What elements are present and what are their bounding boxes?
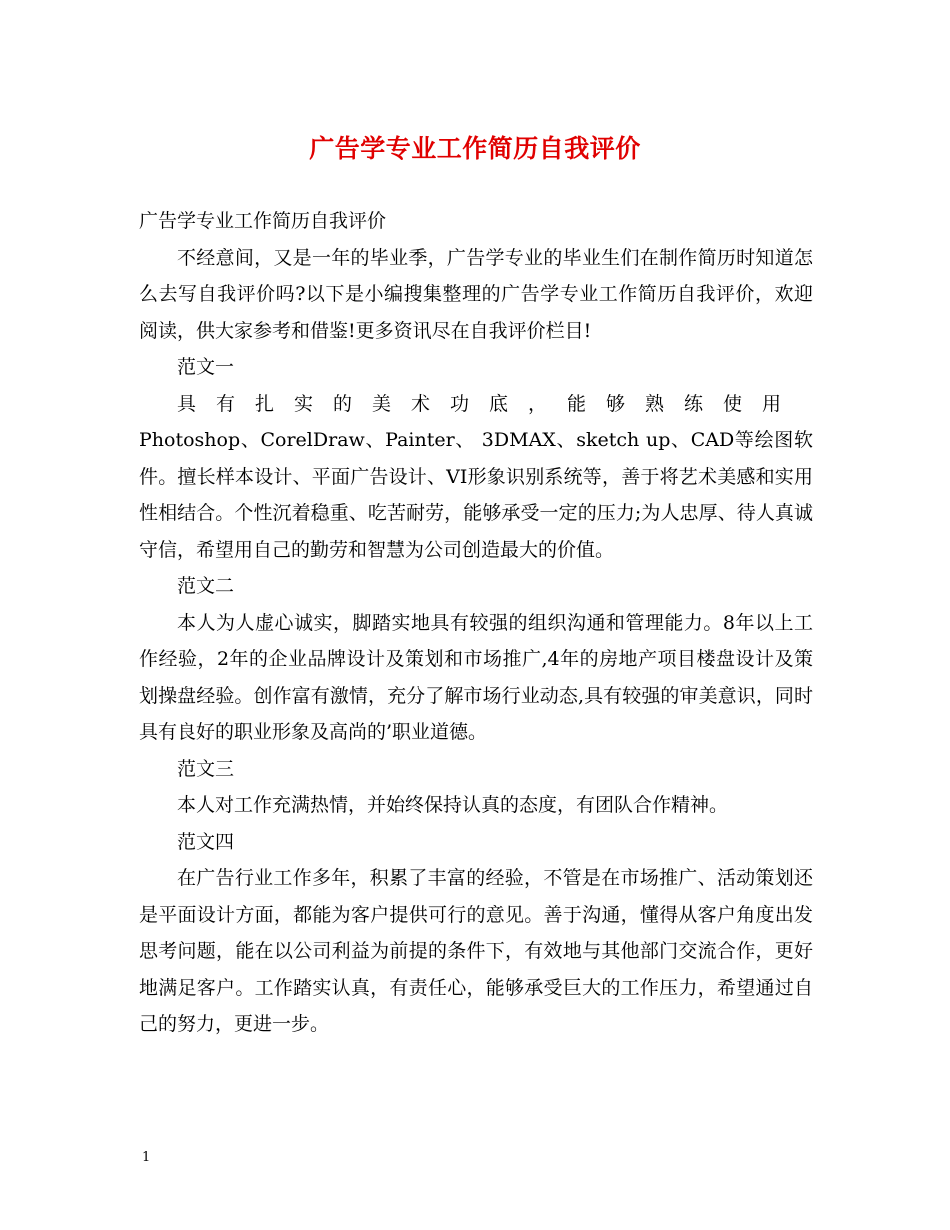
section-body-4: 在广告行业工作多年，积累了丰富的经验，不管是在市场推广、活动策划还是平面设计方面，都能为客户提供可行的意见。善于沟通，懂得从客户角度出发思考问题，能在以公司利益为前提的条件下，有效地与其他部门交流合作，更好地满足客户。工作踏实认真，有责任心，能够承受巨大的工作压力，希望通过自己的努力，更进一步。	[139, 867, 813, 1035]
page-number: 1	[142, 1150, 151, 1165]
section-lead-1	[139, 386, 813, 423]
section-heading-3: 范文三	[177, 757, 235, 780]
document-title: 广告学专业工作简历自我评价	[309, 134, 641, 163]
intro-paragraph: 不经意间，又是一年的毕业季，广告学专业的毕业生们在制作简历时知道怎么去写自我评价吗?以下是小编搜集整理的广告学专业工作简历自我评价，欢迎阅读，供大家参考和借鉴!更多资讯尽在自我评价栏目!	[139, 246, 813, 342]
document-subtitle: 广告学专业工作简历自我评价	[139, 210, 387, 232]
section-heading-4: 范文四	[177, 830, 235, 853]
section-body-2: 本人为人虚心诚实，脚踏实地具有较强的组织沟通和管理能力。8年以上工作经验，2年的企业品牌设计及策划和市场推广,4年的房地产项目楼盘设计及策划操盘经验。创作富有激情，充分了解市场行业动态,具有较强的审美意识，同时具有良好的职业形象及高尚的’职业道德。	[139, 611, 813, 743]
section-body-3: 本人对工作充满热情，并始终保持认真的态度，有团队合作精神。	[177, 794, 729, 816]
section-heading-1: 范文一	[177, 356, 235, 378]
document-body	[139, 203, 813, 1043]
section-heading-2: 范文二	[177, 575, 235, 597]
section-body-1: Photoshop、CorelDraw、Painter、 3DMAX、sketch up、CAD等绘图软件。擅长样本设计、平面广告设计、VI形象识别系统等，善于将艺术美感和实用性相结合。个性沉着稳重、吃苦耐劳，能够承受一定的压力;为人忠厚、待人真诚守信，希望用自己的勤劳和智慧为公司创造最大的价值。	[139, 429, 813, 561]
section-lead-text-1: 具有扎实的美术功底，能够熟练使用	[177, 392, 802, 415]
